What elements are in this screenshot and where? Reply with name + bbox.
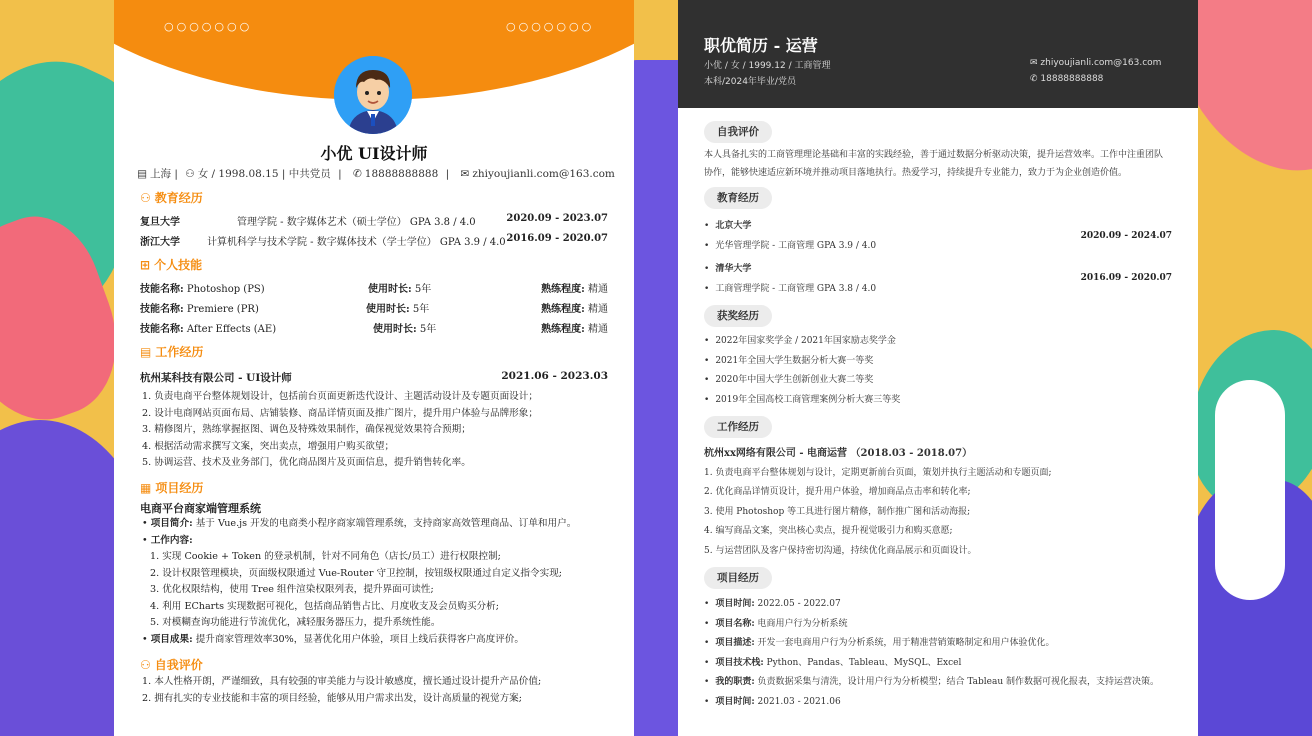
project-item: 2. 设计权限管理模块，页面级权限通过 Vue-Router 守卫控制，按钮级权限通过自定义指令实现; bbox=[150, 567, 563, 579]
skill-time-label: 使用时长: bbox=[373, 324, 417, 335]
section-title: 自我评价 bbox=[154, 658, 203, 672]
project-title: 电商平台商家端管理系统 bbox=[140, 502, 261, 515]
award-item: • 2020年中国大学生创新创业大赛二等奖 bbox=[704, 371, 1174, 391]
work-item: 4. 编写商品文案，突出核心卖点，提升视觉吸引力和购买意愿; bbox=[704, 526, 953, 536]
project-item: 1. 实现 Cookie + Token 的登录机制，针对不同角色（店长/员工）进行权限控制; bbox=[150, 551, 501, 562]
school-name: 浙江大学 bbox=[140, 237, 180, 248]
project-value: Python、Pandas、Tableau、MySQL、Excel bbox=[766, 657, 962, 668]
project-content-label: 工作内容: bbox=[150, 534, 193, 546]
person-icon: ⚇ bbox=[140, 658, 151, 672]
self-item: 2. 拥有扎实的专业技能和丰富的项目经验，能够从用户需求出发，设计高质量的视觉方案; bbox=[142, 692, 522, 704]
education-date: 2016.09 - 2020.07 bbox=[1080, 273, 1172, 283]
skill-time-label: 使用时长: bbox=[368, 284, 412, 295]
self-line: 本人具备扎实的工商管理理论基础和丰富的实践经验，善于通过数据分析驱动决策，提升运营效率。工作中注重团队 bbox=[704, 150, 1164, 160]
resume-title: 职优简历 - 运营 bbox=[704, 36, 818, 55]
mail-icon: ✉ bbox=[460, 168, 470, 180]
decor-dots-right: ○○○○○○○ bbox=[506, 20, 595, 33]
section-work bbox=[140, 343, 203, 360]
section-title: 工作经历 bbox=[155, 345, 204, 359]
skill-name-label: 技能名称: bbox=[140, 284, 184, 295]
work-item: 5. 与运营团队及客户保持密切沟通，持续优化商品展示和页面设计。 bbox=[704, 545, 977, 556]
project-intro-label: 项目简介: bbox=[150, 518, 193, 529]
phone-icon: ✆ bbox=[1030, 74, 1041, 84]
section-education: 教育经历 bbox=[704, 187, 772, 209]
section-title: 个人技能 bbox=[154, 258, 203, 272]
date-text: 2016.09 - 2020.07 bbox=[506, 233, 608, 244]
skill-level: 精通 bbox=[588, 324, 608, 335]
company-name: 杭州某科技有限公司 - UI设计师 bbox=[140, 372, 292, 384]
section-education bbox=[140, 189, 203, 206]
major-text: • 光华管理学院 - 工商管理 GPA 3.9 / 4.0 bbox=[704, 237, 1174, 257]
grid-icon: ⊞ bbox=[140, 258, 151, 272]
work-items bbox=[142, 389, 612, 472]
work-item: 2. 设计电商网站页面布局、店铺装修、商品详情页面及推广图片，提升用户体验与品牌形象； bbox=[142, 407, 538, 419]
project-value: 2021.03 - 2021.06 bbox=[757, 696, 841, 707]
project-label: 项目技术栈: bbox=[715, 657, 764, 668]
section-title: 项目经历 bbox=[155, 481, 204, 495]
major-text: 管理学院 - 数字媒体艺术（硕士学位） GPA 3.8 / 4.0 bbox=[237, 217, 476, 228]
project-title-row bbox=[140, 500, 608, 516]
project-value: 2022.05 - 2022.07 bbox=[757, 599, 841, 609]
project-result-label: 项目成果: bbox=[150, 633, 193, 645]
personal-line: 小优 / 女 / 1999.12 / 工商管理 bbox=[704, 61, 831, 71]
skill-name: After Effects (AE) bbox=[186, 324, 277, 335]
section-project bbox=[140, 479, 203, 496]
phone-text: 18888888888 bbox=[1040, 74, 1104, 84]
section-self bbox=[140, 656, 203, 673]
project-label: 我的职责: bbox=[715, 677, 755, 687]
project-items: • 项目简介: 基于 Vue.js 开发的电商类小程序商家端管理系统，支持商家高效管理商品、订单和用户。 • 工作内容: 1. 实现 Cookie + Token 的登录机制，针对不同角色（店长/员工）进行权限控制; 2. 设计权限管理模块，页面级权限通过 Vue-Router 守卫控制，按钮级权限通过自定义指令实现; 3. 优化权限结构，使用 Tree 组件渲染权限列表，提升界面可读性; 4. 利用 ECharts 实现数据可视化，包括商品销售占比、月度收支及会员购买分析; 5. 对模糊查询功能进行节流优化，减轻服务器压力，提升系统性能。 • 项目成果: 提升商家管理效率30%，显著优化用户体验，项目上线后获得客户高度评价。 bbox=[142, 516, 612, 648]
work-list bbox=[704, 444, 1174, 561]
school-name: 清华大学 bbox=[715, 264, 752, 274]
mail-icon: ✉ bbox=[1030, 58, 1041, 68]
project-value: 开发一套电商用户行为分析系统，用于精准营销策略制定和用户体验优化。 bbox=[757, 638, 1055, 648]
self-items bbox=[142, 674, 612, 707]
skill-name-label: 技能名称: bbox=[140, 324, 184, 335]
major-text: 计算机科学与技术学院 - 数字媒体技术（学士学位） GPA 3.9 / 4.0 bbox=[207, 237, 506, 248]
work-date: 2021.06 - 2023.03 bbox=[501, 370, 608, 382]
award-item: • 2022年国家奖学金 / 2021年国家励志奖学金 bbox=[704, 332, 1174, 352]
email-text: zhiyoujianli.com@163.com bbox=[1040, 58, 1162, 68]
email-text: zhiyoujianli.com@163.com bbox=[472, 168, 615, 180]
project-label: 项目时间: bbox=[715, 599, 755, 609]
project-result: 提升商家管理效率30%，显著优化用户体验，项目上线后获得客户高度评价。 bbox=[195, 633, 525, 645]
figure-shape bbox=[1215, 380, 1285, 600]
section-self: 自我评价 bbox=[704, 121, 772, 143]
resume-left bbox=[114, 0, 634, 736]
skill-level: 精通 bbox=[588, 304, 608, 315]
person-icon: ⚇ bbox=[140, 191, 151, 205]
work-item: 4. 根据活动需求撰写文案，突出卖点，增强用户购买欲望； bbox=[142, 440, 395, 452]
major-text: • 工商管理学院 - 工商管理 GPA 3.8 / 4.0 bbox=[704, 280, 1174, 300]
work-item: 3. 精修图片，熟练掌握抠图、调色及特殊效果制作，确保视觉效果符合预期； bbox=[142, 424, 471, 435]
skill-name: Premiere (PR) bbox=[186, 304, 259, 315]
award-item: • 2019年全国高校工商管理案例分析大赛三等奖 bbox=[704, 391, 1174, 411]
skill-time: 5年 bbox=[419, 324, 437, 335]
project-label: 项目名称: bbox=[715, 618, 755, 629]
skill-level-label: 熟练程度: bbox=[541, 304, 585, 315]
work-item: 1. 负责电商平台整体规划与设计，定期更新前台页面，策划并执行主题活动和专题页面; bbox=[704, 467, 1052, 478]
decor-dots-left: ○○○○○○○ bbox=[164, 20, 253, 33]
avatar bbox=[334, 56, 412, 134]
date-text: 2020.09 - 2023.07 bbox=[506, 213, 608, 224]
candidate-name: 小优 UI设计师 bbox=[320, 144, 428, 163]
separator: | bbox=[338, 168, 342, 180]
project-item: 3. 优化权限结构，使用 Tree 组件渲染权限列表，提升界面可读性; bbox=[150, 584, 434, 595]
self-item: 1. 本人性格开朗，严谨细致，具有较强的审美能力与设计敏感度，擅长通过设计提升产品价值; bbox=[142, 676, 542, 687]
calendar-icon: ▦ bbox=[140, 481, 152, 495]
school-name: 北京大学 bbox=[715, 221, 752, 231]
project-item: 4. 利用 ECharts 实现数据可视化，包括商品销售占比、月度收支及会员购买分析; bbox=[150, 600, 499, 612]
section-work: 工作经历 bbox=[704, 416, 772, 438]
skill-time: 5年 bbox=[414, 284, 432, 295]
school-name: 复旦大学 bbox=[140, 217, 180, 228]
self-text bbox=[704, 146, 1174, 182]
project-item: 5. 对模糊查询功能进行节流优化，减轻服务器压力，提升系统性能。 bbox=[150, 617, 441, 628]
contact-line bbox=[114, 166, 634, 181]
skill-level-label: 熟练程度: bbox=[541, 324, 585, 335]
skill-level-label: 熟练程度: bbox=[541, 284, 585, 295]
document-icon: ▤ bbox=[140, 345, 152, 359]
phone-text: 18888888888 bbox=[364, 168, 439, 180]
project-label: 项目描述: bbox=[715, 638, 755, 648]
skill-time: 5年 bbox=[412, 304, 430, 315]
education-line: 本科/2024年毕业/党员 bbox=[704, 77, 796, 87]
section-project: 项目经历 bbox=[704, 567, 772, 589]
project-value: 电商用户行为分析系统 bbox=[757, 618, 848, 629]
building-icon: ▤ bbox=[137, 168, 148, 180]
skill-name-label: 技能名称: bbox=[140, 304, 184, 315]
section-awards: 获奖经历 bbox=[704, 305, 772, 327]
work-item: 3. 使用 Photoshop 等工具进行图片精修，制作推广图和活动海报; bbox=[704, 506, 971, 517]
person-icon: ⚇ bbox=[185, 168, 195, 180]
work-item: 5. 协调运营、技术及业务部门，优化商品图片及页面信息，提升销售转化率。 bbox=[142, 457, 471, 468]
separator: | bbox=[445, 168, 450, 180]
project-intro: 基于 Vue.js 开发的电商类小程序商家端管理系统，支持商家高效管理商品、订单和用户。 bbox=[195, 518, 577, 529]
skill-time-label: 使用时长: bbox=[366, 304, 410, 315]
phone-icon: ✆ bbox=[352, 168, 362, 180]
education-date: 2020.09 - 2024.07 bbox=[1080, 231, 1172, 241]
skill-level: 精通 bbox=[588, 284, 608, 295]
award-item: • 2021年全国大学生数据分析大赛一等奖 bbox=[704, 352, 1174, 372]
work-item: 2. 优化商品详情页设计，提升用户体验，增加商品点击率和转化率; bbox=[704, 487, 971, 497]
self-line: 协作，能够快速适应新环境并推动项目落地执行。热爱学习，持续提升专业能力，致力于为企业创造价值。 bbox=[704, 168, 1128, 178]
work-title: 杭州xx网络有限公司 - 电商运营 （2018.03 - 2018.07） bbox=[704, 448, 973, 459]
skill-name: Photoshop (PS) bbox=[186, 284, 265, 295]
project-list bbox=[704, 595, 1174, 712]
header-bar bbox=[678, 0, 1198, 108]
section-skills bbox=[140, 256, 202, 273]
resume-right bbox=[678, 0, 1198, 736]
project-label: 项目时间: bbox=[715, 696, 755, 707]
personal-info: 女 / 1998.08.15 | 中共党员 bbox=[197, 168, 331, 180]
project-value: 负责数据采集与清洗，设计用户行为分析模型；结合 Tableau 制作数据可视化报表，支持运营决策。 bbox=[757, 677, 1160, 687]
awards-list bbox=[704, 332, 1174, 410]
section-title: 教育经历 bbox=[154, 191, 203, 205]
work-item: 1. 负责电商平台整体规划设计，包括前台页面更新迭代设计、主题活动设计及专题页面设计； bbox=[142, 391, 538, 402]
location-text: 上海 | bbox=[150, 168, 178, 180]
